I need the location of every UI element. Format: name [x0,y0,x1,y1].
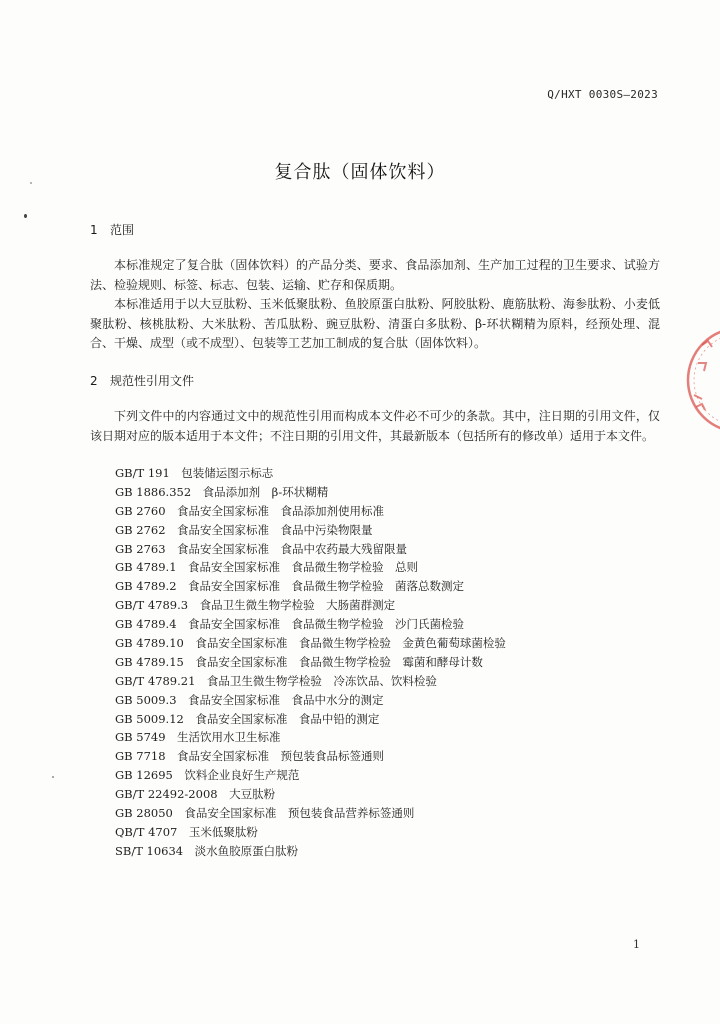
reference-item: GB 5749 生活饮用水卫生标准 [115,730,281,745]
standard-code: Q/HXT 0030S—2023 [547,88,658,101]
normative-intro-paragraph: 下列文件中的内容通过文中的规范性引用而构成本文件必不可少的条款。其中，注日期的引用文件，仅该日期对应的版本适用于本文件；不注日期的引用文件，其最新版本（包括所有的修改单）适用于本文件。 [90,409,660,443]
reference-item: GB 12695 饮料企业良好生产规范 [115,768,300,783]
reference-item: GB 4789.1 食品安全国家标准 食品微生物学检验 总则 [115,560,419,575]
reference-item: GB 2763 食品安全国家标准 食品中农药最大残留限量 [115,541,408,556]
section-2-title: 规范性引用文件 [110,374,195,388]
reference-list [115,464,506,861]
scope-paragraph-1: 本标准规定了复合肽（固体饮料）的产品分类、要求、食品添加剂、生产加工过程的卫生要求、试验方法、检验规则、标签、标志、包装、运输、贮存和保质期。 [90,258,660,292]
scan-speck [30,182,32,184]
section-1-heading [90,221,134,238]
scan-speck [24,214,27,218]
reference-item: SB/T 10634 淡水鱼胶原蛋白肽粉 [115,843,299,858]
reference-item: GB 4789.2 食品安全国家标准 食品微生物学检验 菌落总数测定 [115,579,465,594]
seal-stamp-icon [680,305,720,455]
reference-item: GB 7718 食品安全国家标准 预包装食品标签通则 [115,749,385,764]
reference-item: GB/T 191 包装储运图示标志 [115,466,274,480]
reference-item: GB 5009.12 食品安全国家标准 食品中铅的测定 [115,711,380,726]
reference-item: GB 2760 食品安全国家标准 食品添加剂使用标准 [115,503,385,518]
document-title: 复合肽（固体饮料） [274,162,446,183]
reference-item: GB 4789.4 食品安全国家标准 食品微生物学检验 沙门氏菌检验 [115,617,465,632]
reference-item: GB 1886.352 食品添加剂 β-环状糊精 [115,484,329,499]
section-2-heading [90,372,194,389]
reference-item: GB 28050 食品安全国家标准 预包装食品营养标签通则 [115,806,415,821]
reference-item: GB/T 4789.21 食品卫生微生物学检验 冷冻饮品、饮料检验 [115,673,437,688]
reference-item: GB 4789.15 食品安全国家标准 食品微生物学检验 霉菌和酵母计数 [115,654,483,669]
scan-speck [52,776,54,778]
reference-item: GB 2762 食品安全国家标准 食品中污染物限量 [115,522,373,537]
reference-item: GB/T 22492-2008 大豆肽粉 [115,787,276,802]
section-2-number: 2 [90,374,98,388]
section-1-title: 范围 [110,223,135,237]
reference-item: GB/T 4789.3 食品卫生微生物学检验 大肠菌群测定 [115,598,396,613]
scope-paragraph-2: 本标准适用于以大豆肽粉、玉米低聚肽粉、鱼胶原蛋白肽粉、阿胶肽粉、鹿筋肽粉、海参肽粉、小麦低聚肽粉、核桃肽粉、大米肽粉、苦瓜肽粉、豌豆肽粉、清蛋白多肽粉、β-环状糊精为原料，经预处理、混合、干燥、成型（或不成型）、包装等工艺加工制成的复合肽（固体饮料）。 [90,297,660,350]
reference-item: GB 5009.3 食品安全国家标准 食品中水分的测定 [115,692,384,707]
reference-item: QB/T 4707 玉米低聚肽粉 [115,824,258,839]
section-1-number: 1 [90,223,98,237]
page-number: 1 [633,938,640,951]
reference-item: GB 4789.10 食品安全国家标准 食品微生物学检验 金黄色葡萄球菌检验 [115,636,506,651]
